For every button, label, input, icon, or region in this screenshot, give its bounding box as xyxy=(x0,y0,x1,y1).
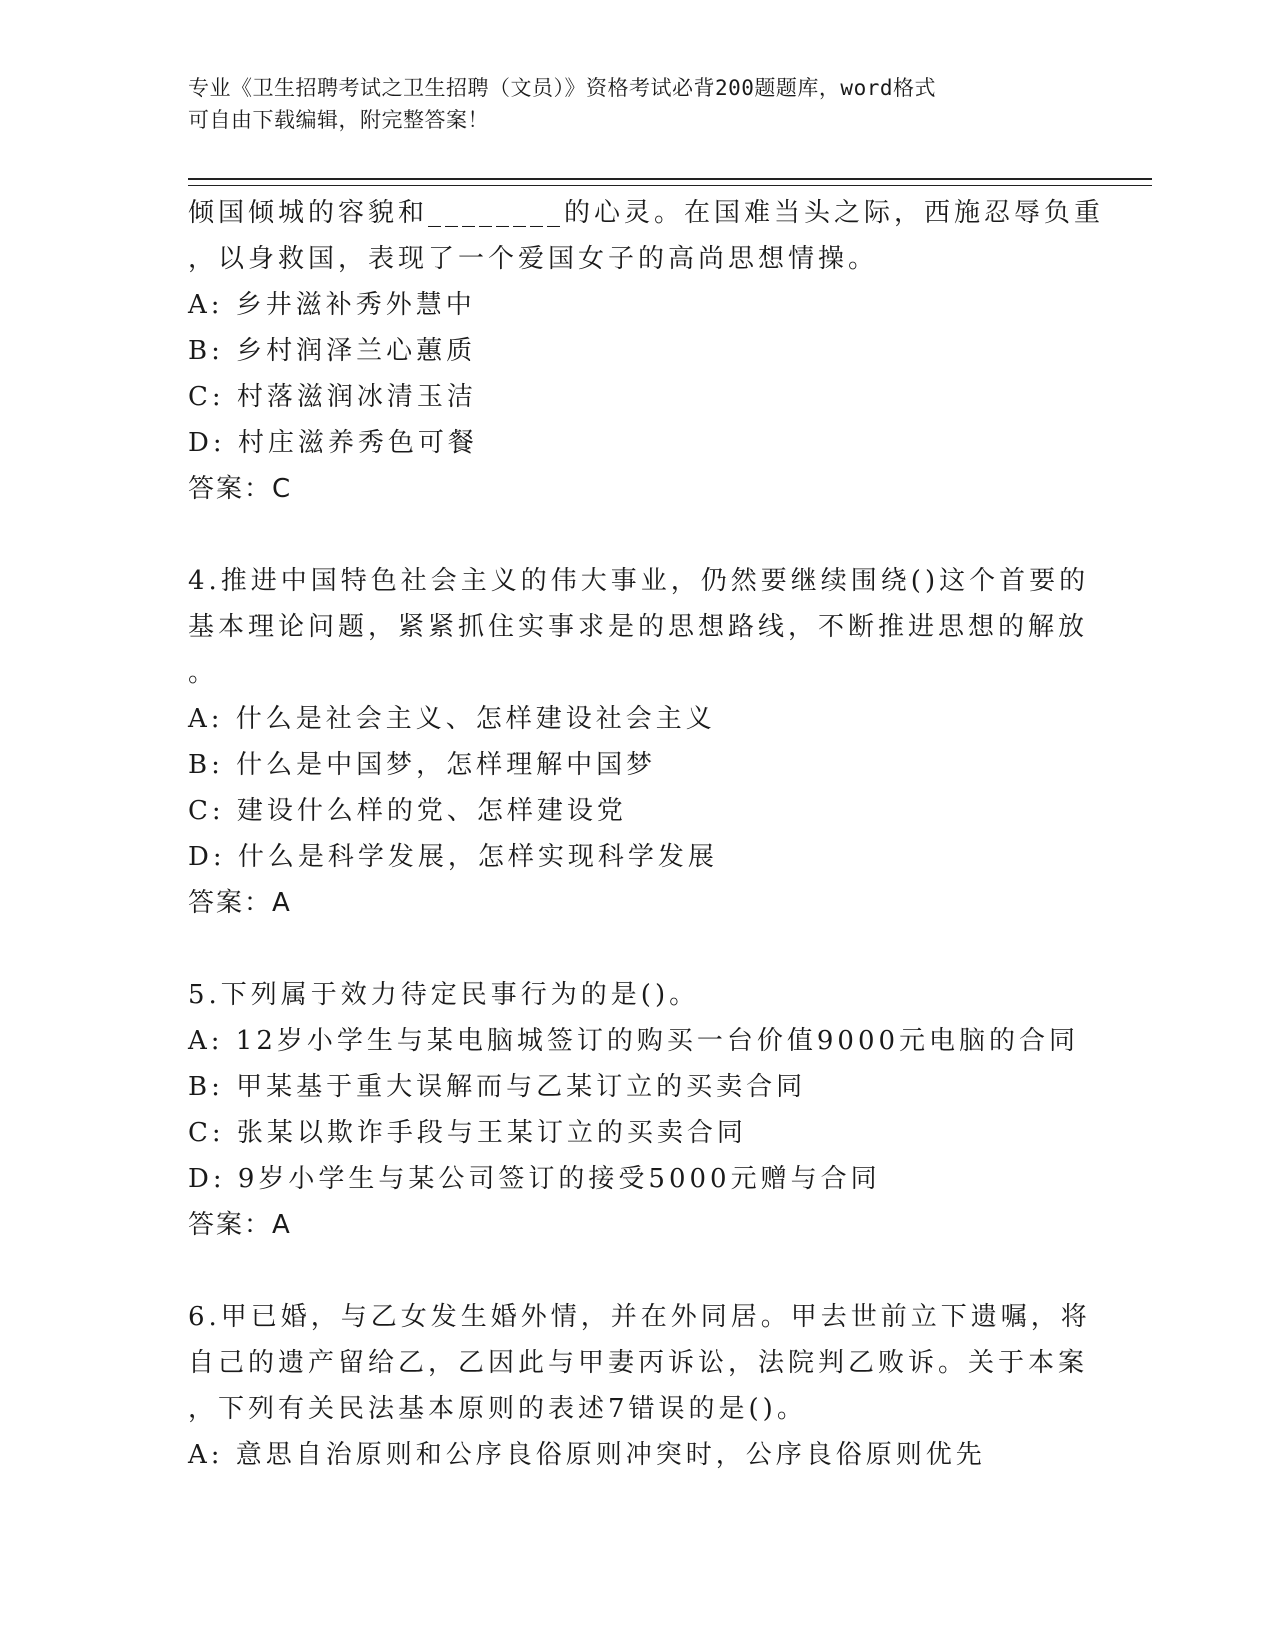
spacer xyxy=(188,926,1088,972)
document-body xyxy=(188,190,1105,1478)
question-stem: 自己的遗产留给乙，乙因此与甲妻丙诉讼，法院判乙败诉。关于本案 xyxy=(188,1348,1089,1378)
spacer xyxy=(188,512,1088,558)
question-stem: 。 xyxy=(188,658,219,688)
option-a: A: 意思自治原则和公序良俗原则冲突时，公序良俗原则优先 xyxy=(188,1440,986,1470)
option-a: A: 什么是社会主义、怎样建设社会主义 xyxy=(188,704,716,734)
question-stem: 倾国倾城的容貌和________的心灵。在国难当头之际，西施忍辱负重 xyxy=(188,198,1105,228)
question-stem: 4.推进中国特色社会主义的伟大事业，仍然要继续围绕()这个首要的 xyxy=(188,566,1090,596)
question-4 xyxy=(188,558,1088,926)
option-a: A: 12岁小学生与某电脑城签订的购买一台价值9000元电脑的合同 xyxy=(188,1026,1080,1056)
question-stem: 6.甲已婚，与乙女发生婚外情，并在外同居。甲去世前立下遗嘱，将 xyxy=(188,1302,1091,1332)
question-5 xyxy=(188,972,1088,1248)
option-b: B: 乡村润泽兰心蕙质 xyxy=(188,336,477,366)
option-d: D: 什么是科学发展，怎样实现科学发展 xyxy=(188,842,718,872)
question-3 xyxy=(188,190,1105,512)
header-title-line-1: 专业《卫生招聘考试之卫生招聘（文员）》资格考试必背200题题库，word格式 xyxy=(188,76,936,100)
option-c: C: 建设什么样的党、怎样建设党 xyxy=(188,796,627,826)
option-d: D: 村庄滋养秀色可餐 xyxy=(188,428,478,458)
answer-line: 答案：C xyxy=(188,474,293,504)
question-stem: 5.下列属于效力待定民事行为的是()。 xyxy=(188,980,700,1010)
answer-line: 答案：A xyxy=(188,1210,292,1240)
option-d: D: 9岁小学生与某公司签订的接受5000元赠与合同 xyxy=(188,1164,881,1194)
question-6 xyxy=(188,1294,1091,1478)
header-title-line-2: 可自由下载编辑，附完整答案！ xyxy=(188,108,489,132)
question-stem: ，以身救国，表现了一个爱国女子的高尚思想情操。 xyxy=(188,244,879,274)
question-stem: 基本理论问题，紧紧抓住实事求是的思想路线，不断推进思想的解放 xyxy=(188,612,1089,642)
header-divider xyxy=(188,178,1152,186)
option-b: B: 什么是中国梦，怎样理解中国梦 xyxy=(188,750,657,780)
answer-line: 答案：A xyxy=(188,888,292,918)
question-stem: ，下列有关民法基本原则的表述7错误的是()。 xyxy=(188,1394,807,1424)
option-a: A: 乡井滋补秀外慧中 xyxy=(188,290,476,320)
spacer xyxy=(188,1248,1088,1294)
option-c: C: 村落滋润冰清玉洁 xyxy=(188,382,477,412)
document-header xyxy=(188,72,1068,136)
option-b: B: 甲某基于重大误解而与乙某订立的买卖合同 xyxy=(188,1072,807,1102)
option-c: C: 张某以欺诈手段与王某订立的买卖合同 xyxy=(188,1118,747,1148)
